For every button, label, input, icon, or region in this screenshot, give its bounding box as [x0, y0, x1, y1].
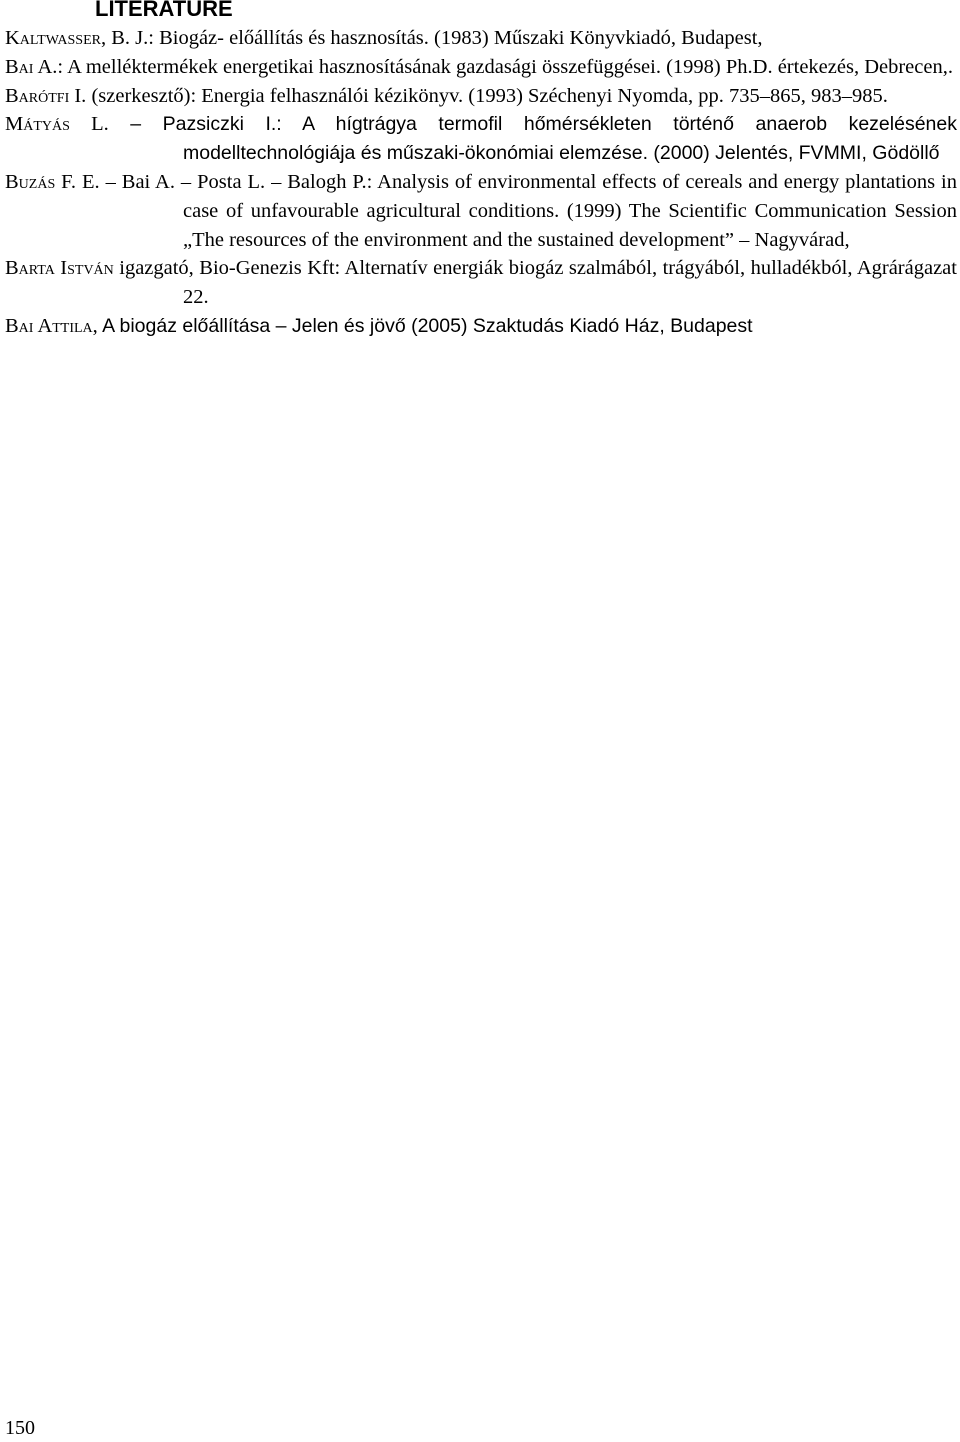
reference-author: Kaltwasser, B. J.: [5, 27, 149, 49]
reference-item: [5, 168, 957, 254]
reference-text: A biogáz előállítása – Jelen és jövő (2005) Szaktudás Kiadó Ház, Budapest: [97, 314, 753, 337]
reference-item: [5, 53, 957, 82]
reference-item: [5, 254, 957, 312]
reference-text: (szerkesztő): Energia felhasználói kézikönyv. (1993) Széchenyi Nyomda, pp. 735–865, 983–985.: [86, 84, 888, 107]
reference-text: – Pazsiczki I.: A hígtrágya termofil hőmérsékleten történő anaerob kezelésének modelltechnológiája és műszaki-ökonómiai elemzése. (2000) Jelentés, FVMMI, Gödöllő: [108, 113, 957, 165]
reference-author: Mátyás L.: [5, 113, 109, 136]
reference-item: [5, 82, 957, 111]
reference-list: [5, 24, 957, 341]
reference-text: igazgató, Bio-Genezis Kft: Alternatív energiák biogáz szalmából, trágyából, hulladékból, Agrárágazat 22.: [113, 257, 957, 309]
reference-author: Barta István: [5, 257, 114, 280]
reference-text: : A melléktermékek energetikai hasznosításának gazdasági összefüggései. (1998) Ph.D. értekezés, Debrecen,.: [57, 55, 953, 78]
reference-item: [5, 110, 957, 168]
reference-text: – Bai A. – Posta L. – Balogh P.: Analysis of environmental effects of cereals and energy plantations in case of unfavourable agricultural conditions. (1999) The Scientific Communication Session „The resources of the environment and the sustained development” – Nagyvárad,: [99, 170, 957, 251]
reference-item: [5, 24, 957, 53]
reference-item: [5, 312, 957, 341]
reference-author: Barótfi I.: [5, 84, 87, 107]
reference-author: Bai Attila,: [5, 314, 98, 337]
page-number: 150: [5, 1417, 35, 1439]
reference-author: Bai A.: [5, 55, 58, 78]
reference-text: : Biogáz- előállítás és hasznosítás. (1983) Műszaki Könyvkiadó, Budapest,: [148, 27, 763, 49]
section-heading: LITERATURE: [95, 0, 233, 21]
reference-author: Buzás F. E.: [5, 170, 100, 193]
